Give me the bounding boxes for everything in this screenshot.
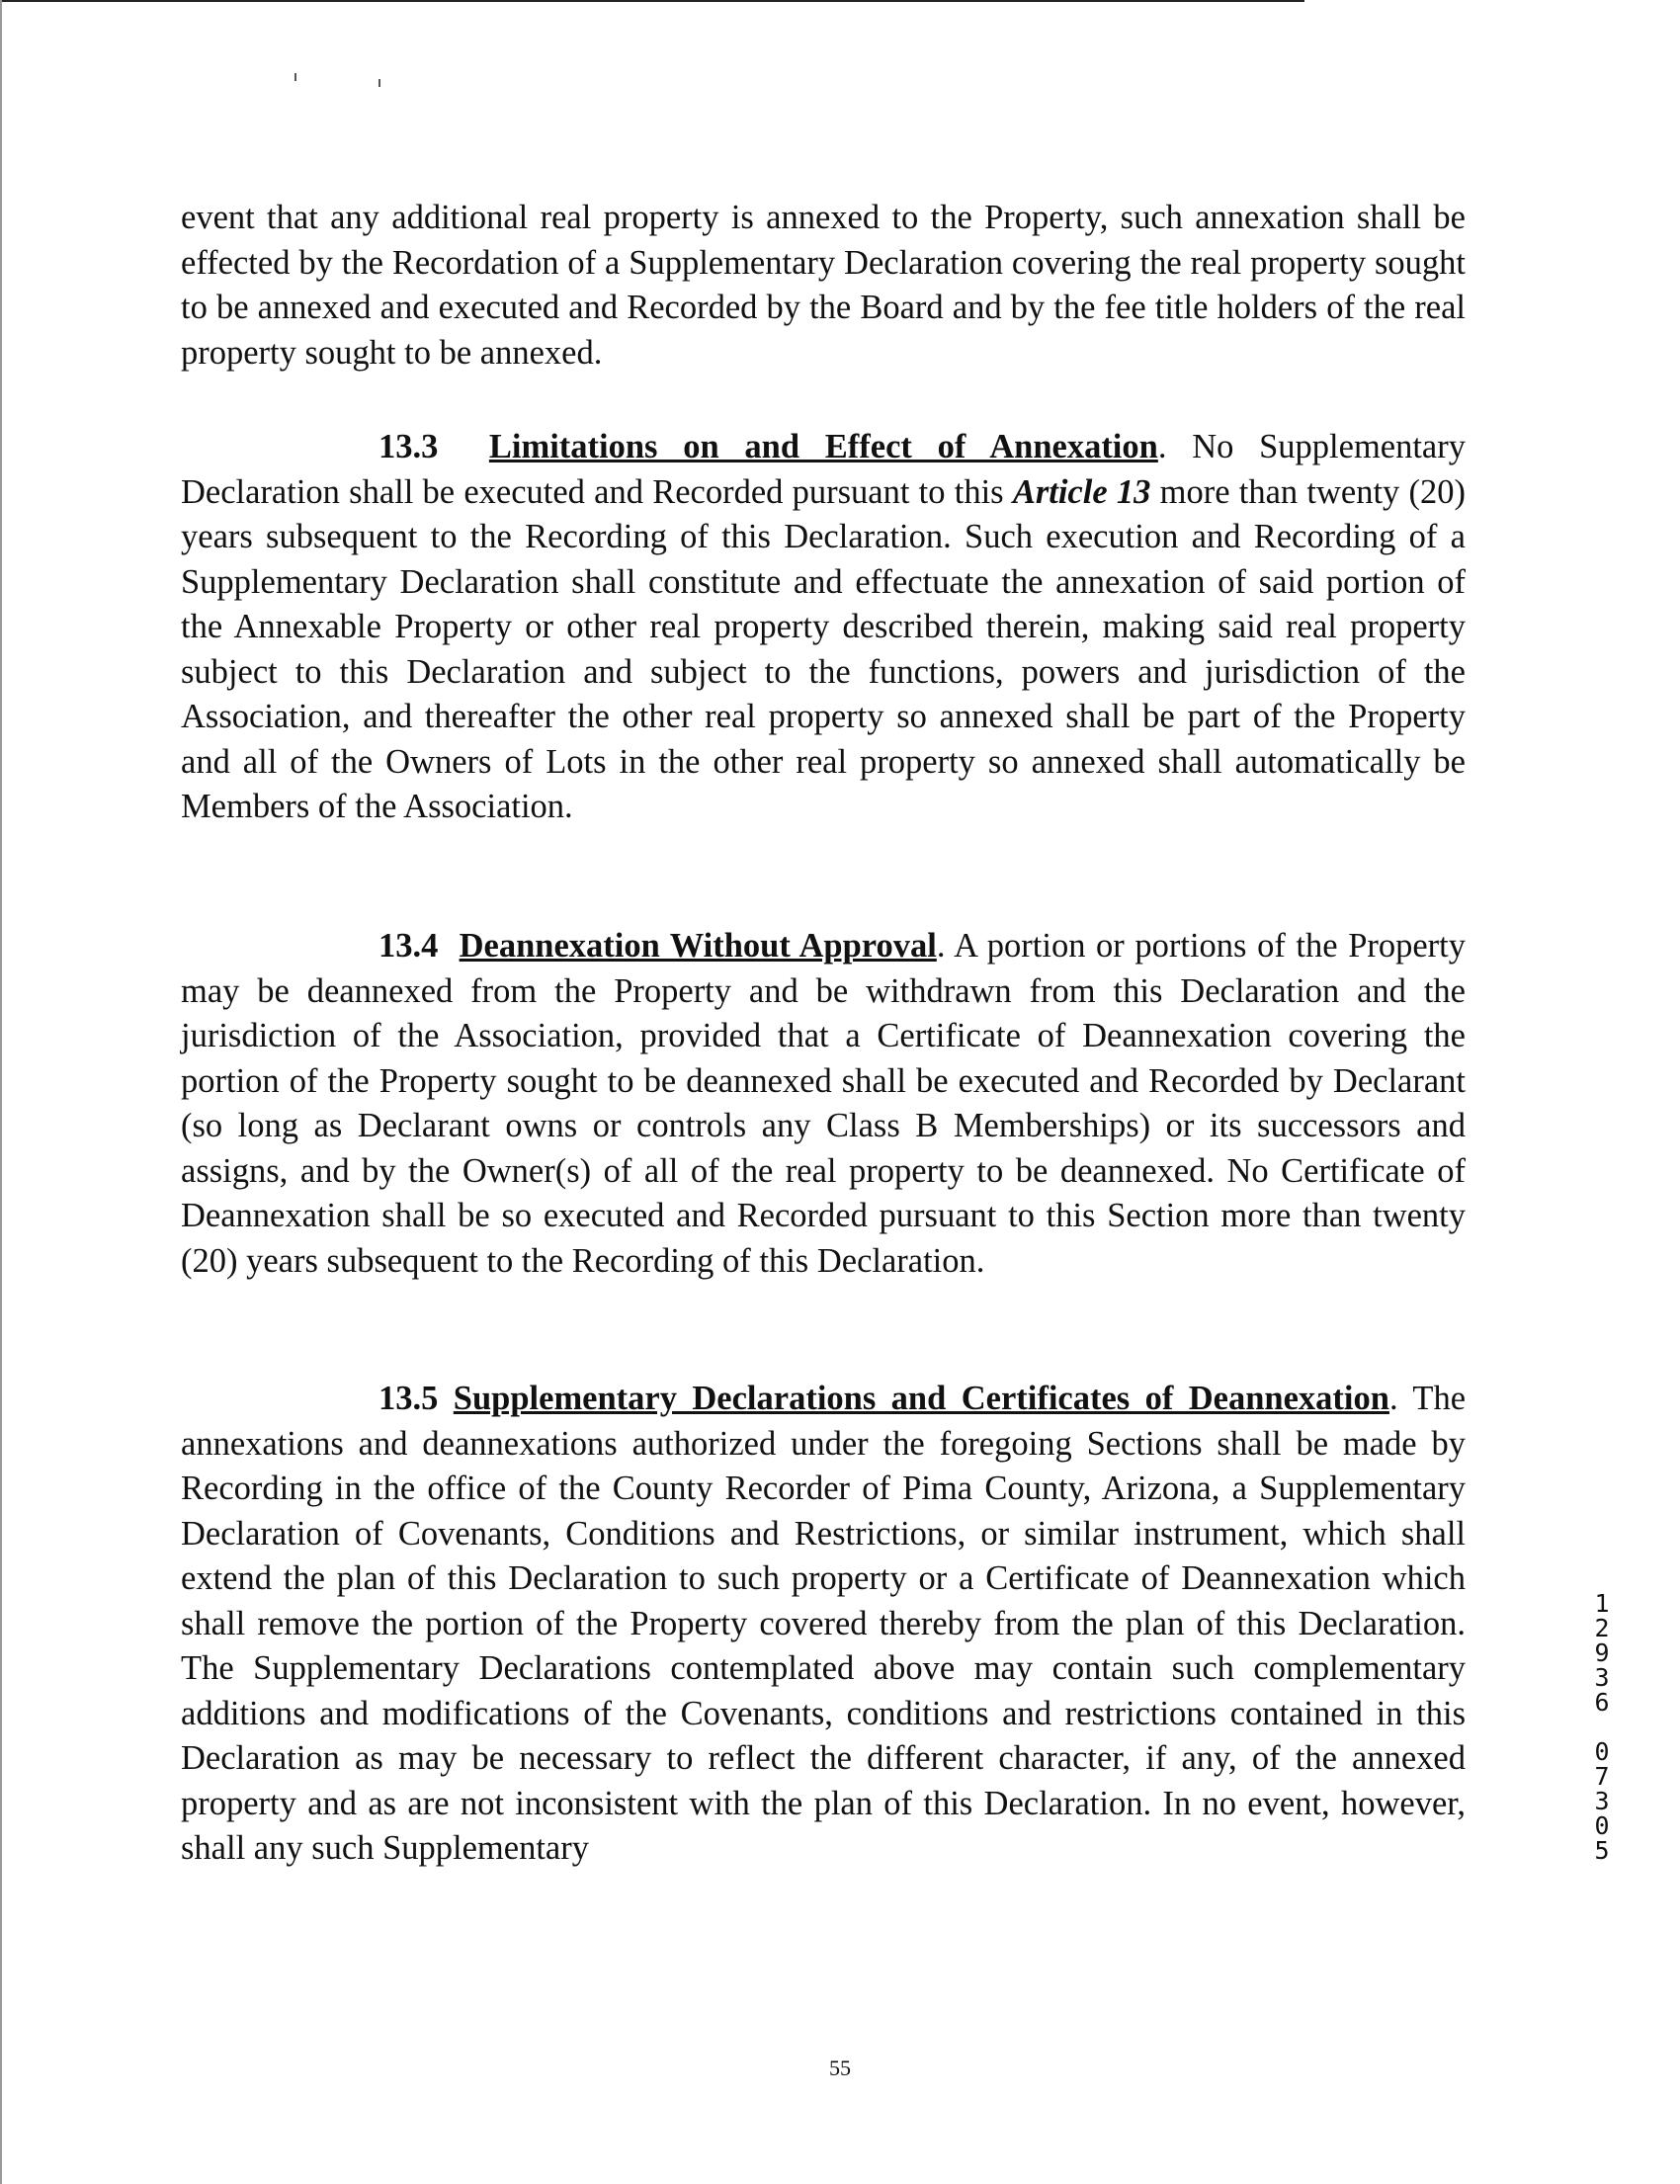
digit: 5 [1594, 1836, 1610, 1865]
digit: 3 [1594, 1663, 1610, 1692]
scan-border-top [0, 0, 1304, 2]
digit: 2 [1594, 1614, 1610, 1642]
scan-mark [294, 73, 296, 81]
paragraph-text: event that any additional real property is annexed to the Property, such annexation shall be effected by the Recordation of a Supplementary Declaration covering the real property sought to be annexed and executed and Recorded by the Board and by the fee title holders of the real property sought to be annexed. [181, 199, 1466, 372]
digit [1587, 1715, 1617, 1739]
digit: 6 [1594, 1688, 1610, 1717]
page-number: 55 [829, 2056, 851, 2080]
section-text: . The annexations and deannexations authorized under the foregoing Sections shall be made by Recording in the office of the County Recorder of Pima County, Arizona, a Supplementary Declaration of Covenants, Conditions and Restrictions, or similar instrument, which shall extend the plan of this Declaration to such property or a Certificate of Deannexation which shall remove the portion of the Property covered thereby from the plan of this Declaration. The Supplementary Declarations contemplated above may contain such complementary additions and modifications of the Covenants, conditions and restrictions contained in this Declaration as may be necessary to reflect the different character, if any, of the annexed property and as are not inconsistent with the plan of this Declaration. In no event, however, shall any such Supplementary [181, 1380, 1467, 1867]
section-number: 13.3 [378, 428, 439, 465]
section-text: . No Supplementary Declaration shall be executed and Recorded pursuant to this [181, 428, 1466, 511]
section-13-5 [181, 1377, 1466, 1872]
section-13-3 [181, 425, 1466, 830]
digit: 0 [1594, 1737, 1610, 1766]
paragraph-continued [181, 196, 1466, 376]
article-reference: Article 13 [1012, 472, 1151, 511]
digit: 9 [1594, 1638, 1610, 1667]
section-text: . A portion or portions of the Property may be deannexed from the Property and be withdrawn from this Declaration and the jurisdiction of the Association, provided that a Certificate of Deannexation covering the portion of the Property sought to be deannexed shall be executed and Recorded by Declarant (so long as Declarant owns or controls any Class B Memberships) or its successors and assigns, and by the Owner(s) of all of the real property to be deannexed. No Certificate of Deannexation shall be so executed and Recorded pursuant to this Section more than twenty (20) years subsequent to the Recording of this Declaration. [181, 927, 1467, 1280]
digit: 1 [1594, 1589, 1610, 1618]
section-title: Supplementary Declarations and Certificates of Deannexation [453, 1380, 1389, 1417]
digit: 0 [1594, 1811, 1610, 1840]
section-title: Limitations on and Effect of Annexation [488, 428, 1158, 465]
section-number: 13.4 [378, 927, 439, 965]
section-13-4 [181, 924, 1466, 1284]
scan-border-left [0, 0, 2, 2184]
recording-number [1587, 1591, 1617, 1863]
section-title: Deannexation Without Approval [459, 927, 937, 965]
section-number: 13.5 [378, 1380, 439, 1417]
section-text: more than twenty (20) years subsequent to the Recording of this Declaration. Such execution and Recording of a Supplementary Declaration shall constitute and effectuate the annexation of said portion of the Annexable Property or other real property described therein, making said real property subject to this Declaration and subject to the functions, powers and jurisdiction of the Association, and thereafter the other real property so annexed shall be part of the Property and all of the Owners of Lots in the other real property so annexed shall automatically be Members of the Association. [181, 472, 1466, 825]
scan-mark [378, 79, 380, 87]
digit: 7 [1594, 1762, 1610, 1791]
digit: 3 [1594, 1787, 1610, 1815]
